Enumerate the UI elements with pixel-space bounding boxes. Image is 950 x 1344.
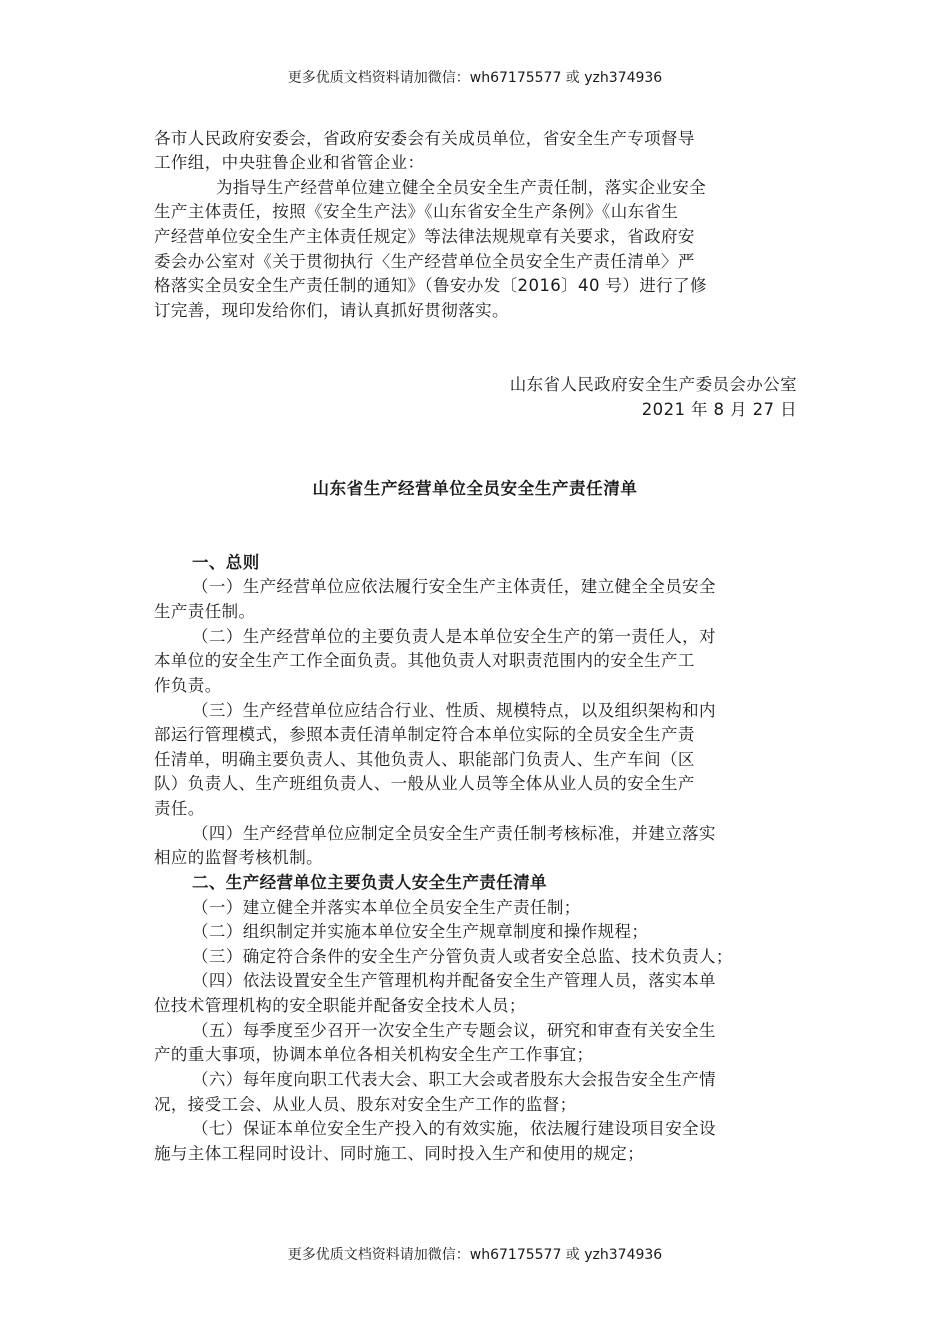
clause-line: 作负责。	[154, 676, 222, 695]
section-heading: 二、生产经营单位主要负责人安全生产责任清单	[192, 873, 547, 892]
addressee-line: 各市人民政府安委会，省政府安委会有关成员单位，省安全生产专项督导	[154, 129, 695, 148]
intro-paragraph-line: 订完善，现印发给你们，请认真抓好贯彻落实。	[154, 301, 509, 320]
intro-paragraph-line: 生产主体责任，按照《安全生产法》《山东省安全生产条例》《山东省生	[154, 202, 679, 221]
intro-paragraph-line: 为指导生产经营单位建立健全全员安全生产责任制，落实企业安全	[216, 178, 707, 197]
clause-line: （三）生产经营单位应结合行业、性质、规模特点，以及组织架构和内	[192, 701, 716, 720]
clause-line: 队）负责人、生产班组负责人、一般从业人员等全体从业人员的安全生产	[154, 774, 695, 793]
header-watermark-note: 更多优质文档资料请加微信：wh67175577 或 yzh374936	[287, 70, 663, 86]
clause-line: （一）建立健全并落实本单位全员安全生产责任制；	[192, 898, 581, 917]
clause-line: 责任。	[154, 799, 205, 818]
clause-line: （四）生产经营单位应制定全员安全生产责任制考核标准，并建立落实	[192, 824, 716, 843]
document-title: 山东省生产经营单位全员安全生产责任清单	[312, 479, 638, 498]
clause-line: （六）每年度向职工代表大会、职工大会或者股东大会报告安全生产情	[192, 1070, 716, 1089]
clause-line: （二）组织制定并实施本单位安全生产规章制度和操作规程；	[192, 922, 649, 941]
clause-line: 生产责任制。	[154, 602, 256, 621]
signature-office: 山东省人民政府安全生产委员会办公室	[509, 375, 797, 394]
clause-line: 产的重大事项，协调本单位各相关机构安全生产工作事宜；	[154, 1045, 594, 1064]
intro-paragraph-line: 委会办公室对《关于贯彻执行〈生产经营单位全员安全生产责任清单〉严	[154, 252, 695, 271]
signature-date: 2021 年 8 月 27 日	[641, 400, 797, 419]
clause-line: 况，接受工会、从业人员、股东对安全生产工作的监督；	[154, 1095, 577, 1114]
clause-line: （三）确定符合条件的安全生产分管负责人或者安全总监、技术负责人；	[192, 947, 733, 966]
clause-line: 位技术管理机构的安全职能并配备安全技术人员；	[154, 996, 526, 1015]
clause-line: 本单位的安全生产工作全面负责。其他负责人对职责范围内的安全生产工	[154, 651, 695, 670]
clause-line: 任清单，明确主要负责人、其他负责人、职能部门负责人、生产车间（区	[154, 750, 695, 769]
clause-line: （七）保证本单位安全生产投入的有效实施，依法履行建设项目安全设	[192, 1119, 716, 1138]
clause-line: 部运行管理模式，参照本责任清单制定符合本单位实际的全员安全生产责	[154, 725, 695, 744]
clause-line: 相应的监督考核机制。	[154, 848, 323, 867]
clause-line: （二）生产经营单位的主要负责人是本单位安全生产的第一责任人，对	[192, 627, 716, 646]
addressee-line: 工作组，中央驻鲁企业和省管企业：	[154, 153, 425, 172]
clause-line: （五）每季度至少召开一次安全生产专题会议，研究和审查有关安全生	[192, 1021, 716, 1040]
intro-paragraph-line: 格落实全员安全生产责任制的通知》（鲁安办发〔2016〕40 号）进行了修	[154, 276, 707, 295]
intro-paragraph-line: 产经营单位安全生产主体责任规定》等法律法规规章有关要求，省政府安	[154, 227, 695, 246]
clause-line: （一）生产经营单位应依法履行安全生产主体责任，建立健全全员安全	[192, 577, 716, 596]
clause-line: （四）依法设置安全生产管理机构并配备安全生产管理人员，落实本单	[192, 971, 716, 990]
section-heading: 一、总则	[192, 553, 260, 572]
clause-line: 施与主体工程同时设计、同时施工、同时投入生产和使用的规定；	[154, 1144, 645, 1163]
footer-watermark-note: 更多优质文档资料请加微信：wh67175577 或 yzh374936	[287, 1247, 663, 1263]
